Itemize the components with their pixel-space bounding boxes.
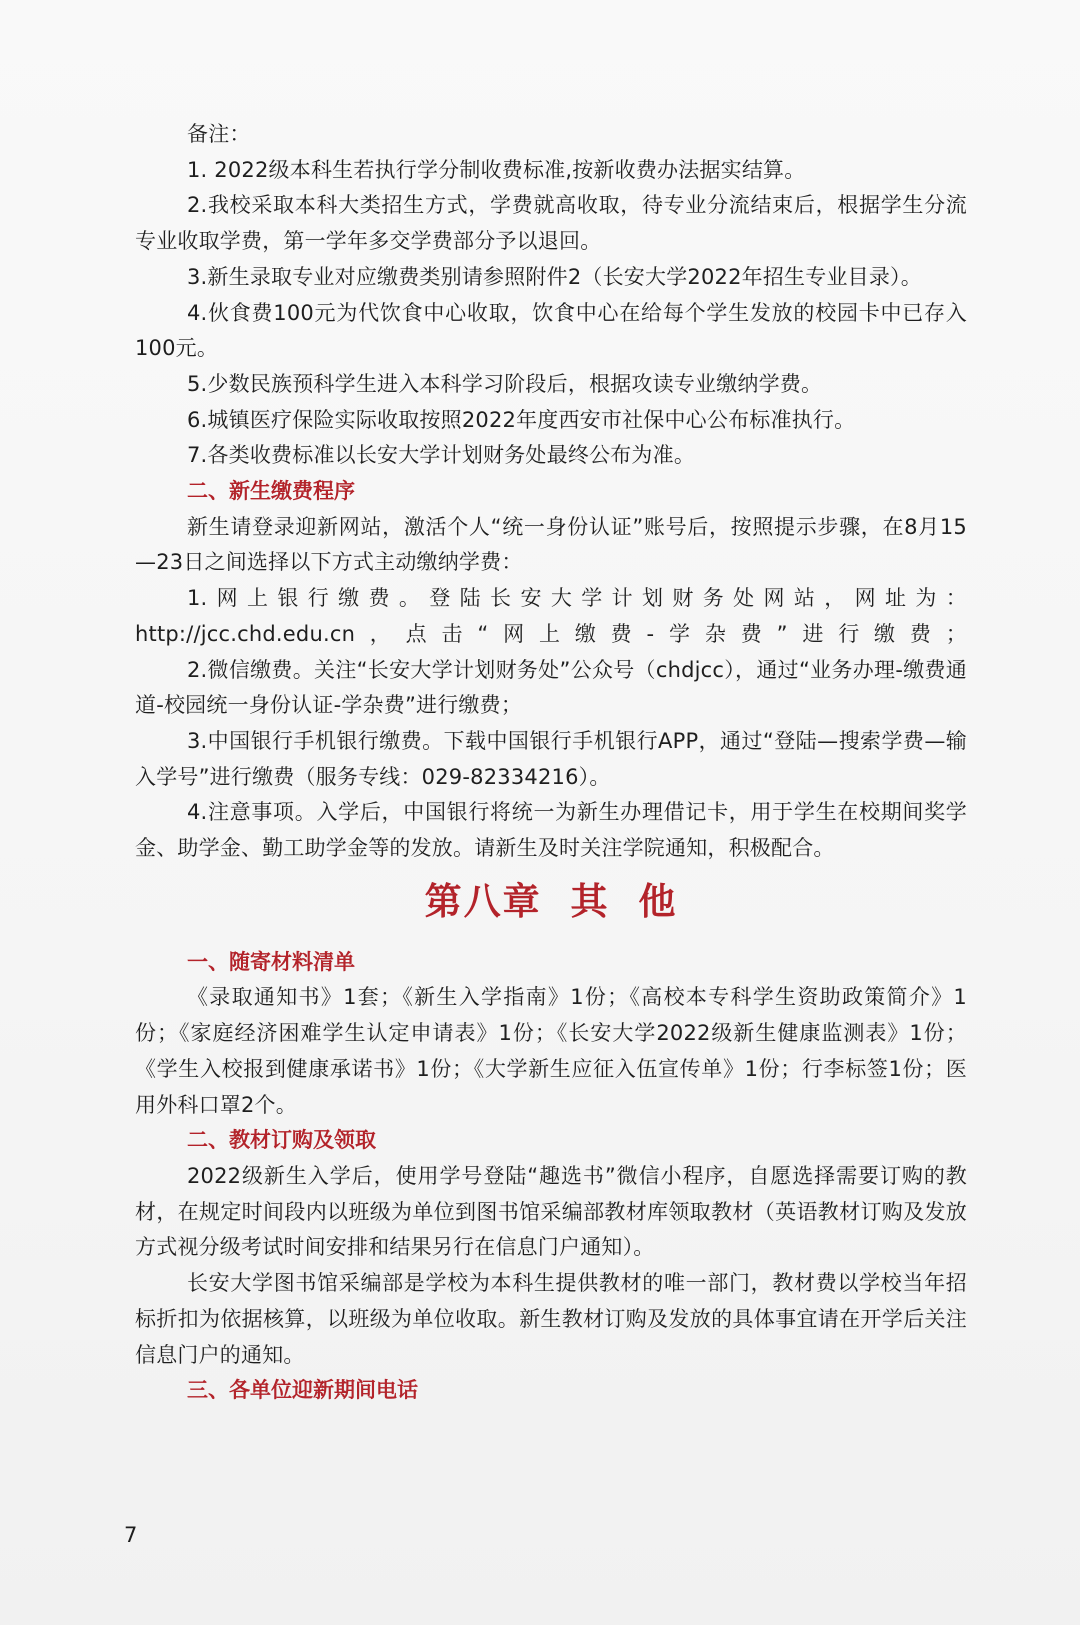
page-content — [135, 117, 967, 1409]
textbooks-paragraph: 长安大学图书馆采编部是学校为本科生提供教材的唯一部门，教材费以学校当年招标折扣为依据核算，以班级为单位收取。新生教材订购及发放的具体事宜请在开学后关注信息门户的通知。 — [135, 1271, 967, 1367]
page-number: 7 — [124, 1523, 138, 1547]
chapter-title: 第八章 其 他 — [424, 879, 678, 923]
notes-title: 备注： — [187, 122, 251, 146]
note-item: 2.我校采取本科大类招生方式，学费就高收取，待专业分流结束后，根据学生分流专业收取学费，第一学年多交学费部分予以退回。 — [135, 193, 967, 254]
payment-item: 2.微信缴费。关注“长安大学计划财务处”公众号（chdjcc），通过“业务办理-缴费通道-校园统一身份认证-学杂费”进行缴费； — [135, 657, 967, 718]
note-item: 5.少数民族预科学生进入本科学习阶段后，根据攻读专业缴纳学费。 — [187, 371, 823, 396]
payment-intro: 新生请登录迎新网站，激活个人“统一身份认证”账号后，按照提示步骤，在8月15—23日之间选择以下方式主动缴纳学费： — [135, 514, 967, 575]
note-item: 4.伙食费100元为代饮食中心收取，饮食中心在给每个学生发放的校园卡中已存入100元。 — [135, 300, 967, 361]
materials-text: 《录取通知书》1套；《新生入学指南》1份；《高校本专科学生资助政策简介》1份；《家庭经济困难学生认定申请表》1份；《长安大学2022级新生健康监测表》1份；《学生入校报到健康承诺书》1份；《大学新生应征入伍宣传单》1份；行李标签1份；医用外科口罩2个。 — [135, 985, 967, 1117]
materials-heading: 一、随寄材料清单 — [187, 949, 355, 974]
payment-heading: 二、新生缴费程序 — [187, 479, 355, 504]
phones-heading: 三、各单位迎新期间电话 — [187, 1378, 418, 1403]
note-item: 3.新生录取专业对应缴费类别请参照附件2（长安大学2022年招生专业目录）。 — [187, 264, 922, 289]
payment-item: 4.注意事项。入学后，中国银行将统一为新生办理借记卡，用于学生在校期间奖学金、助学金、勤工助学金等的发放。请新生及时关注学院通知，积极配合。 — [135, 800, 967, 861]
payment-item: 1.网上银行缴费。登陆长安大学计划财务处网站，网址为：http://jcc.chd.edu.cn，点击“网上缴费-学杂费”进行缴费； — [135, 586, 967, 646]
note-item: 7.各类收费标准以长安大学计划财务处最终公布为准。 — [187, 443, 696, 468]
payment-item: 3.中国银行手机银行缴费。下载中国银行手机银行APP，通过“登陆—搜索学费—输入学号”进行缴费（服务专线：029-82334216）。 — [135, 728, 967, 789]
textbooks-paragraph: 2022级新生入学后，使用学号登陆“趣选书”微信小程序，自愿选择需要订购的教材，在规定时间段内以班级为单位到图书馆采编部教材库领取教材（英语教材订购及发放方式视分级考试时间安排和结果另行在信息门户通知）。 — [135, 1163, 967, 1260]
note-item: 1. 2022级本科生若执行学分制收费标准,按新收费办法据实结算。 — [187, 157, 806, 182]
textbooks-heading: 二、教材订购及领取 — [187, 1128, 376, 1153]
note-item: 6.城镇医疗保险实际收取按照2022年度西安市社保中心公布标准执行。 — [187, 407, 856, 432]
